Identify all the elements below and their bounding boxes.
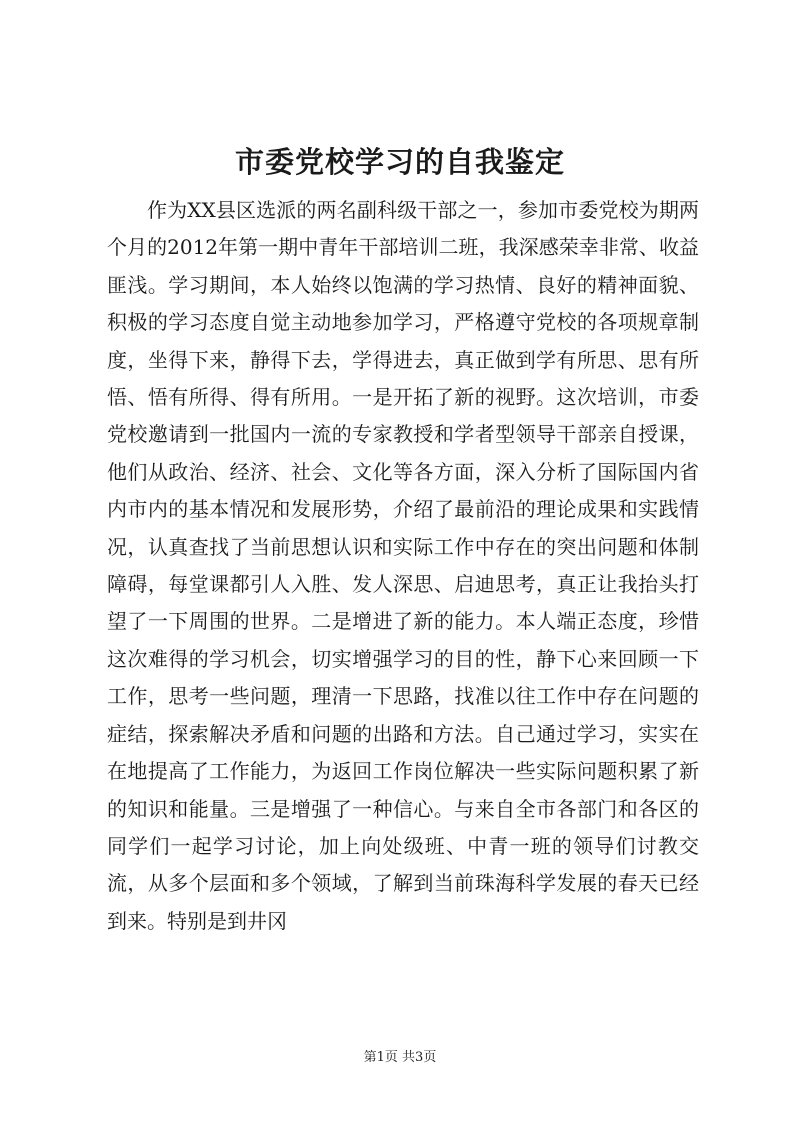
page-footer: 第1页 共3页 [363,1050,437,1065]
document-title: 市委党校学习的自我鉴定 [234,145,565,179]
document-body-paragraph: 作为XX县区选派的两名副科级干部之一，参加市委党校为期两个月的2012年第一期中青年干部培训二班，我深感荣幸非常、收益匪浅。学习期间，本人始终以饱满的学习热情、良好的精神面貌、积极的学习态度自觉主动地参加学习，严格遵守党校的各项规章制度，坐得下来，静得下去，学得进去，真正做到学有所思、思有所悟、悟有所得、得有所用。一是开拓了新的视野。这次培训，市委党校邀请到一批国内一流的专家教授和学者型领导干部亲自授课，他们从政治、经济、社会、文化等各方面，深入分析了国际国内省内市内的基本情况和发展形势，介绍了最前沿的理论成果和实践情况，认真查找了当前思想认识和实际工作中存在的突出问题和体制障碍，每堂课都引人入胜、发人深思、启迪思考，真正让我抬头打望了一下周围的世界。二是增进了新的能力。本人端正态度，珍惜这次难得的学习机会，切实增强学习的目的性，静下心来回顾一下工作，思考一些问题，理清一下思路，找准以往工作中存在问题的症结，探索解决矛盾和问题的出路和方法。自己通过学习，实实在在地提高了工作能力，为返回工作岗位解决一些实际问题积累了新的知识和能量。三是增强了一种信心。与来自全市各部门和各区的同学们一起学习讨论，加上向处级班、中青一班的领导们讨教交流，从多个层面和多个领域，了解到当前珠海科学发展的春天已经到来。特别是到井冈 [107,198,699,933]
